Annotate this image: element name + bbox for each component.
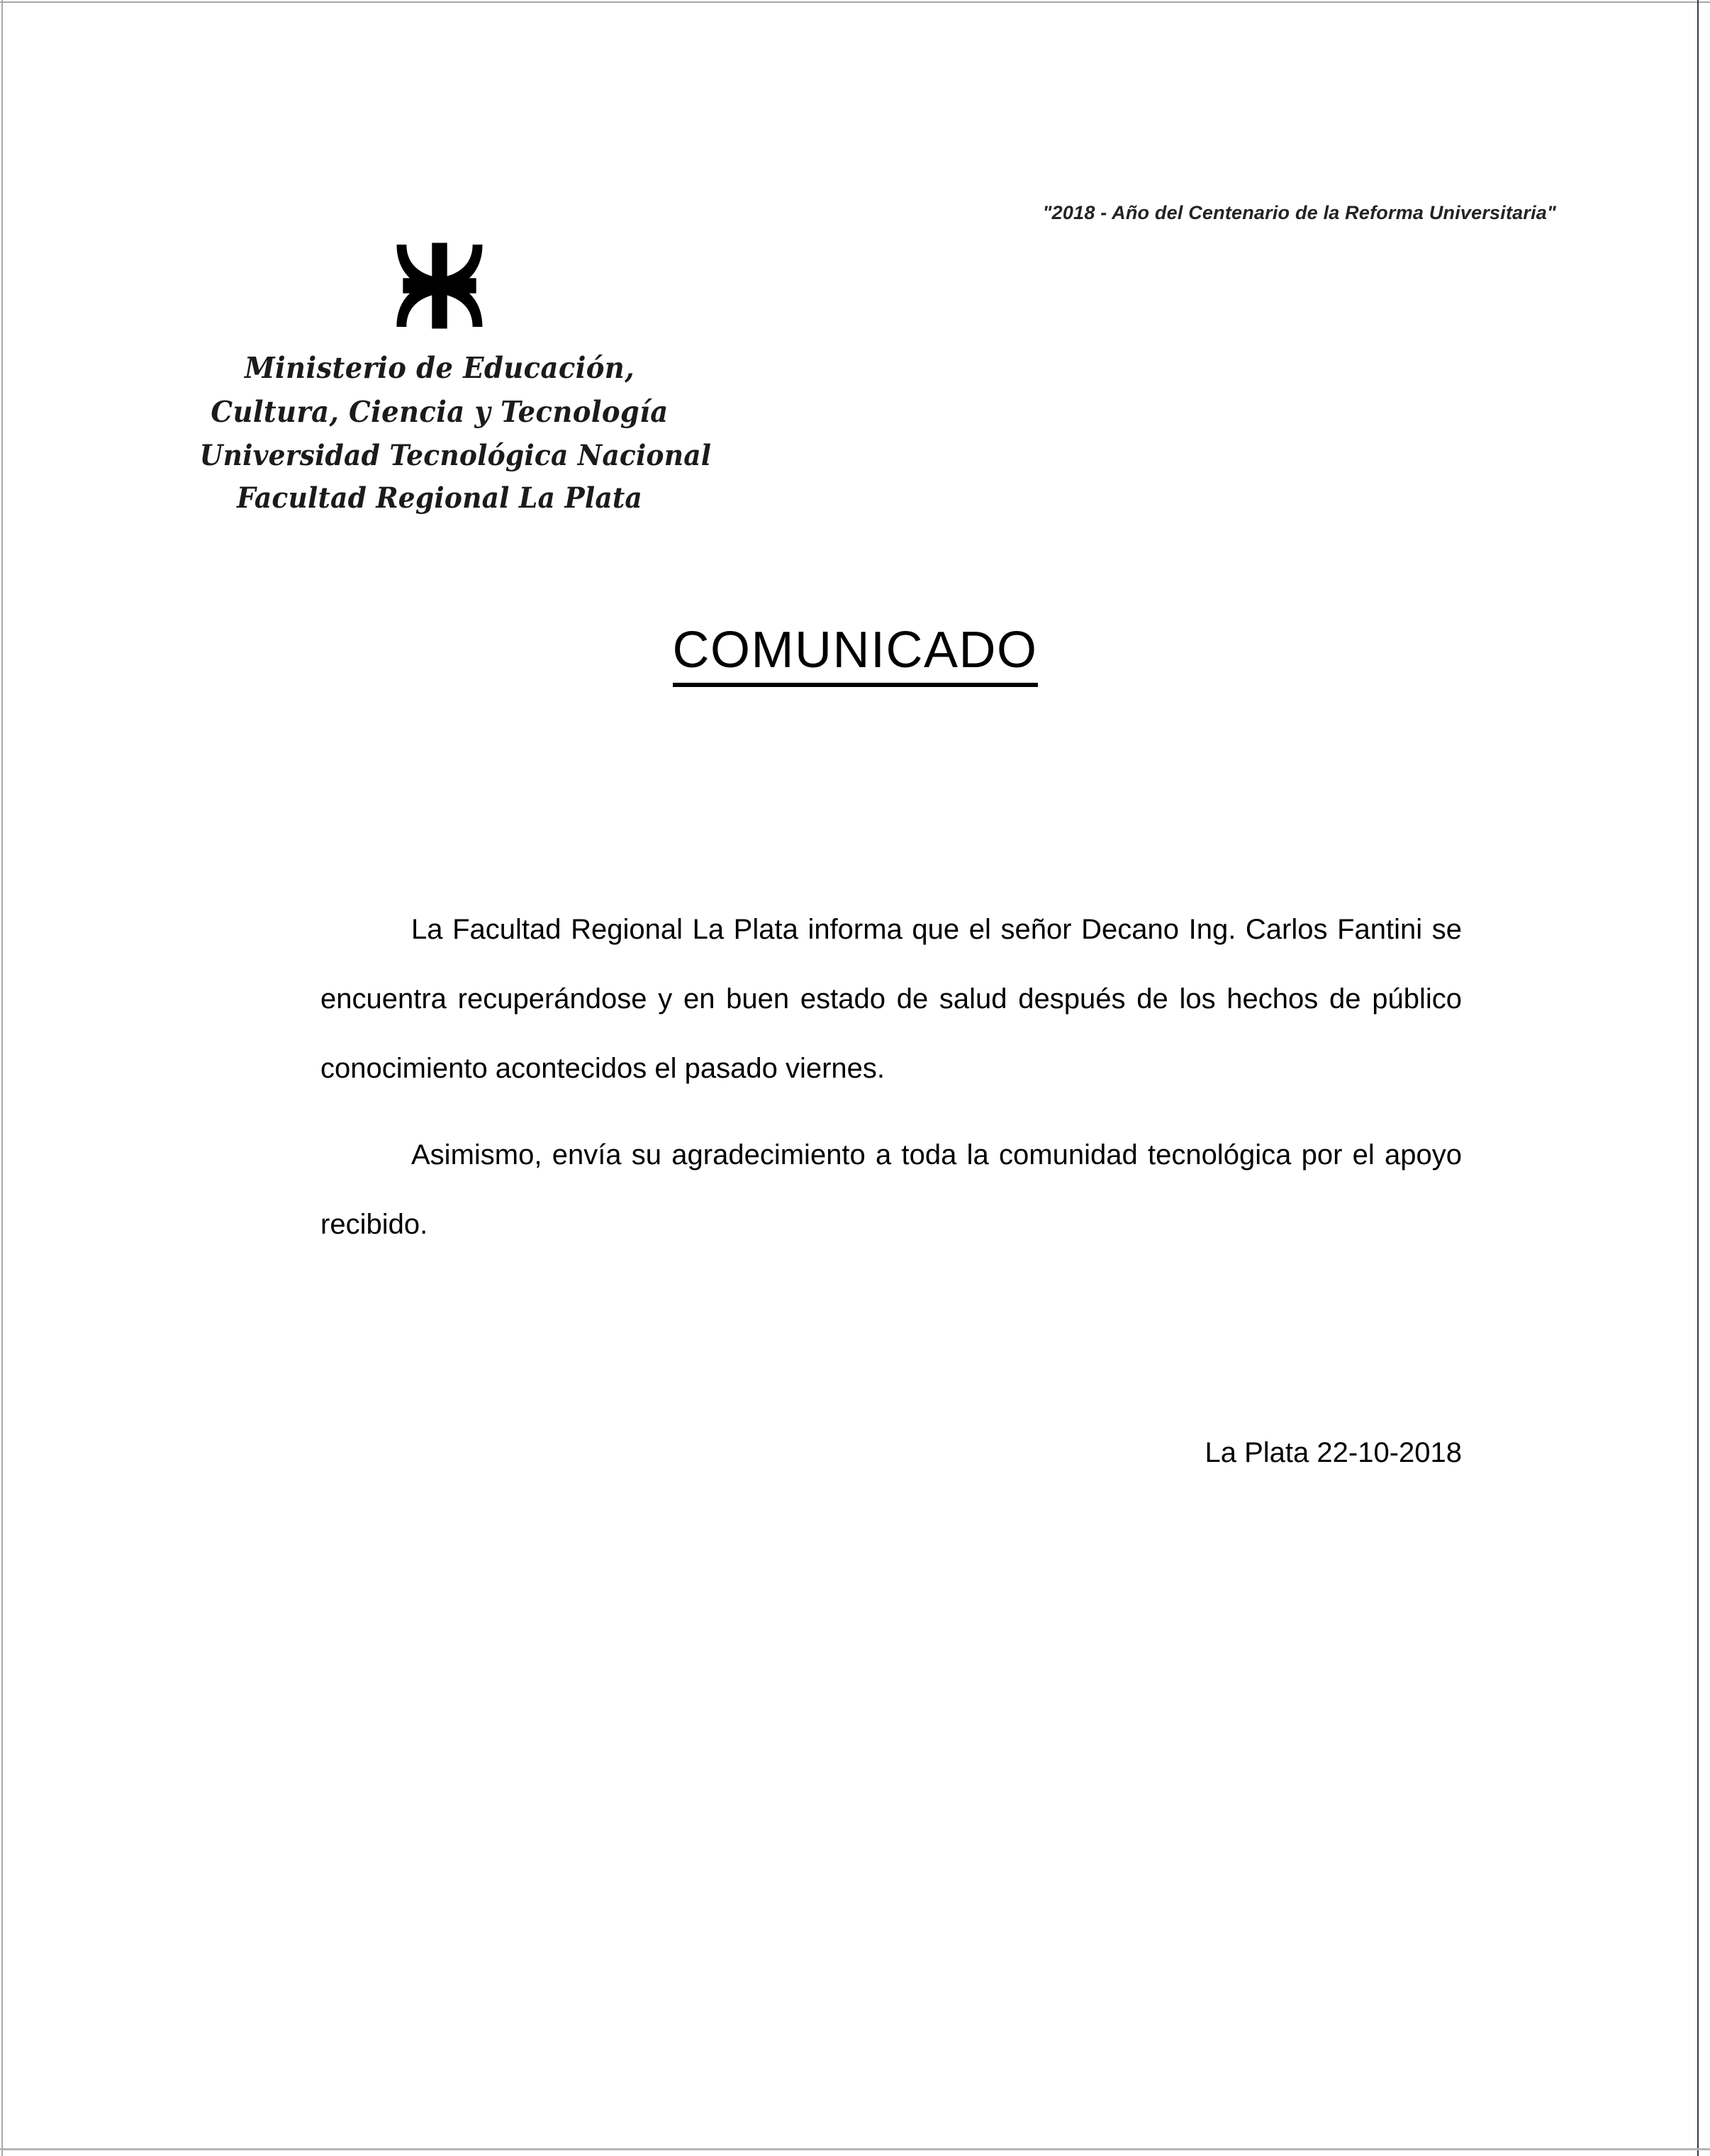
paragraph-health-update: La Facultad Regional La Plata informa que el señor Decano Ing. Carlos Fantini se encuentra recuperándose y en buen estado de salud después de los hechos de público conocimiento acontecidos el pasado viernes. [320,914,1462,1084]
page-edge-bottom [0,2148,1710,2150]
utn-asterisk-logo-icon [395,241,484,330]
letterhead-line-faculty: Facultad Regional La Plata [237,481,642,515]
letterhead-line-university: Universidad Tecnológica Nacional [199,438,712,472]
letterhead [184,241,712,520]
letterhead-line-ministry-cont: Cultura, Ciencia y Tecnología [211,395,669,430]
letterhead-line-ministry: Ministerio de Educación, [244,351,635,385]
paragraph-acknowledgement: Asimismo, envía su agradecimiento a toda la comunidad tecnológica por el apoyo recibido. [320,1139,1462,1240]
page-edge-right [1697,0,1699,2156]
document-body [320,895,1462,1259]
centenary-slogan: "2018 - Año del Centenario de la Reforma Universitaria" [1042,202,1556,223]
page-title [0,624,1710,687]
page-edge-left [1,0,3,2156]
place-and-date: La Plata 22-10-2018 [1205,1437,1462,1468]
page-edge-top [0,1,1710,3]
page-title-text: COMUNICADO [673,624,1038,687]
logo-container [184,241,695,333]
letterhead-text [184,346,712,520]
